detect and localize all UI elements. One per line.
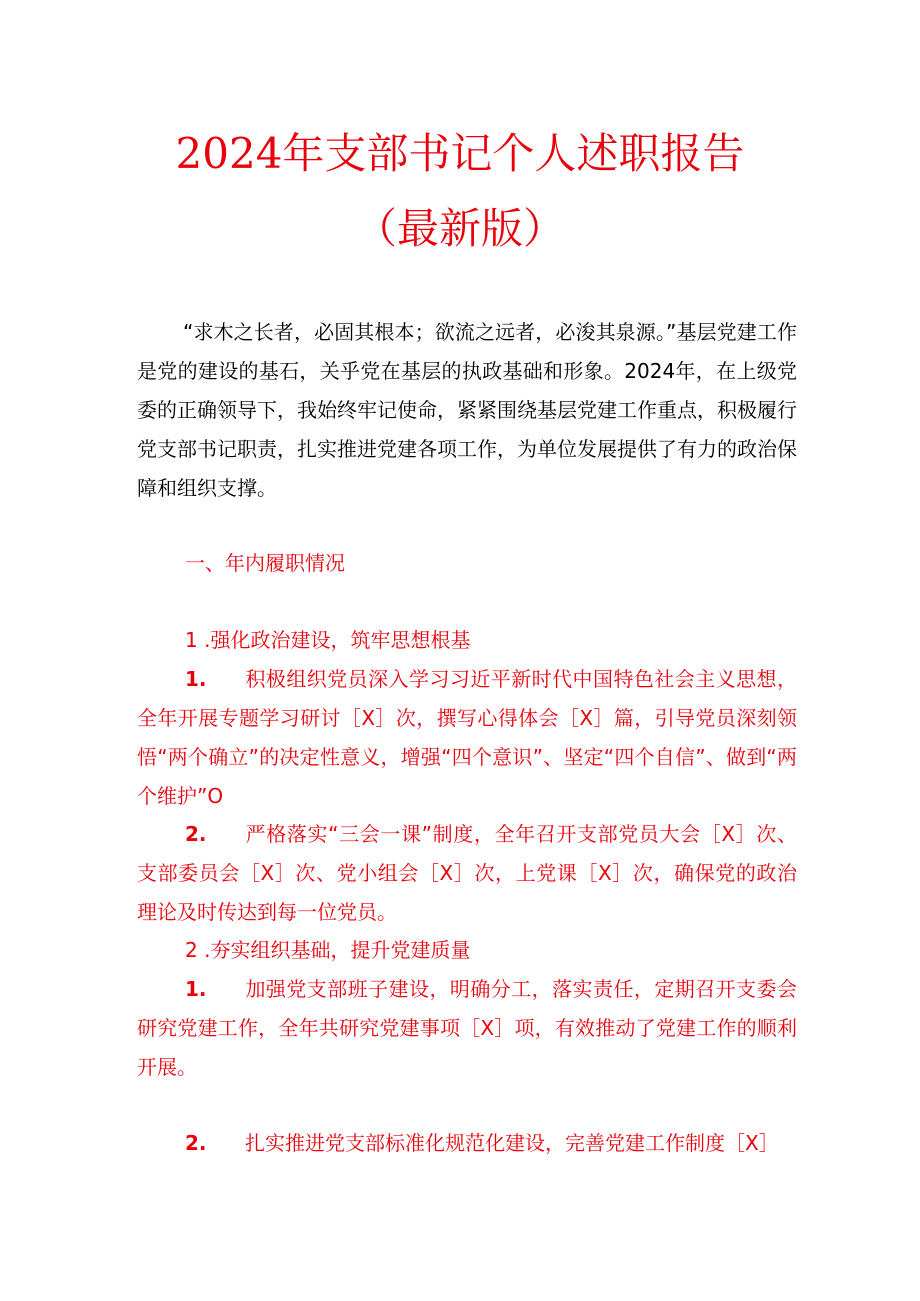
section-heading: 一、年内履职情况 xyxy=(185,551,345,575)
intro-paragraph: “求木之长者，必固其根本；欲流之远者，必浚其泉源。”基层党建工作是党的建设的基石，关乎党在基层的执政基础和形象。2024年，在上级党委的正确领导下，我始终牢记使命，紧紧围绕基层党建工作重点，积极履行党支部书记职责，扎实推进党建各项工作，为单位发展提供了有力的政治保障和组织支撑。 xyxy=(137,320,797,500)
subsection-heading-1: 1 .强化政治建设，筑牢思想根基 xyxy=(185,628,471,652)
item-number: 2. xyxy=(185,822,207,846)
item-number: 2. xyxy=(185,1131,207,1155)
item-text: 严格落实“三会一课”制度，全年召开支部党员大会［X］次、支部委员会［X］次、党小组会［X］次，上党课［X］次，确保党的政治理论及时传达到每一位党员。 xyxy=(137,822,797,924)
item-text: 积极组织党员深入学习习近平新时代中国特色社会主义思想，全年开展专题学习研讨［X］次，撰写心得体会［X］篇，引导党员深刻领悟“两个确立”的决定性意义，增强“四个意识”、坚定“四个自信”、做到“两个维护”O xyxy=(137,667,797,808)
item-number: 1. xyxy=(185,667,207,691)
list-item xyxy=(137,815,797,932)
list-item xyxy=(137,660,797,816)
list-item xyxy=(137,970,797,1087)
item-text: 加强党支部班子建设，明确分工，落实责任，定期召开支委会研究党建工作，全年共研究党建事项［X］项，有效推动了党建工作的顺利开展。 xyxy=(137,977,797,1079)
item-number: 1. xyxy=(185,977,207,1001)
document-title: 2024年支部书记个人述职报告 xyxy=(175,129,745,178)
item-text: 扎实推进党支部标准化规范化建设，完善党建工作制度［X］ xyxy=(245,1131,779,1155)
list-item xyxy=(137,1124,797,1163)
document-subtitle: （最新版） xyxy=(354,204,565,253)
subsection-heading-2: 2 .夯实组织基础，提升党建质量 xyxy=(185,938,471,962)
